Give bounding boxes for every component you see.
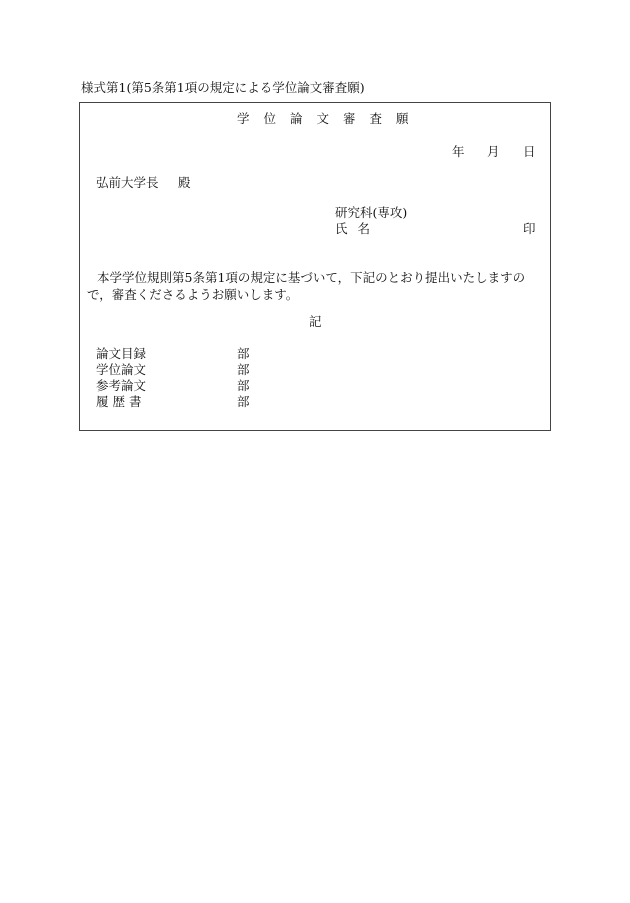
- date-year-label: 年: [452, 144, 465, 159]
- document-title: 学位論文審査願: [237, 111, 423, 126]
- date-day-label: 日: [523, 144, 536, 159]
- item-unit: 部: [237, 362, 250, 377]
- ki-heading: 記: [309, 314, 322, 329]
- form-label: 様式第1(第5条第1項の規定による学位論文審査願): [81, 80, 365, 95]
- item-label-reference-papers: 参考論文: [96, 378, 147, 393]
- item-label-thesis: 学位論文: [96, 362, 147, 377]
- addressee-honorific: 殿: [178, 175, 191, 190]
- item-unit: 部: [237, 378, 250, 393]
- seal-mark: 印: [523, 221, 536, 236]
- item-label-resume: 履歴書: [96, 394, 146, 409]
- graduate-school-label: 研究科(専攻): [335, 205, 408, 220]
- date-month-label: 月: [487, 144, 500, 159]
- applicant-name-label: 氏名: [335, 221, 381, 236]
- addressee-name: 弘前大学長: [96, 175, 159, 190]
- request-body-text: 本学学位規則第5条第1項の規定に基づいて，下記のとおり提出いたしますので，審査くださるようお願いします。: [87, 270, 526, 302]
- item-label-thesis-list: 論文目録: [96, 346, 147, 361]
- form-box: [79, 102, 551, 431]
- item-unit: 部: [237, 346, 250, 361]
- item-unit: 部: [237, 394, 250, 409]
